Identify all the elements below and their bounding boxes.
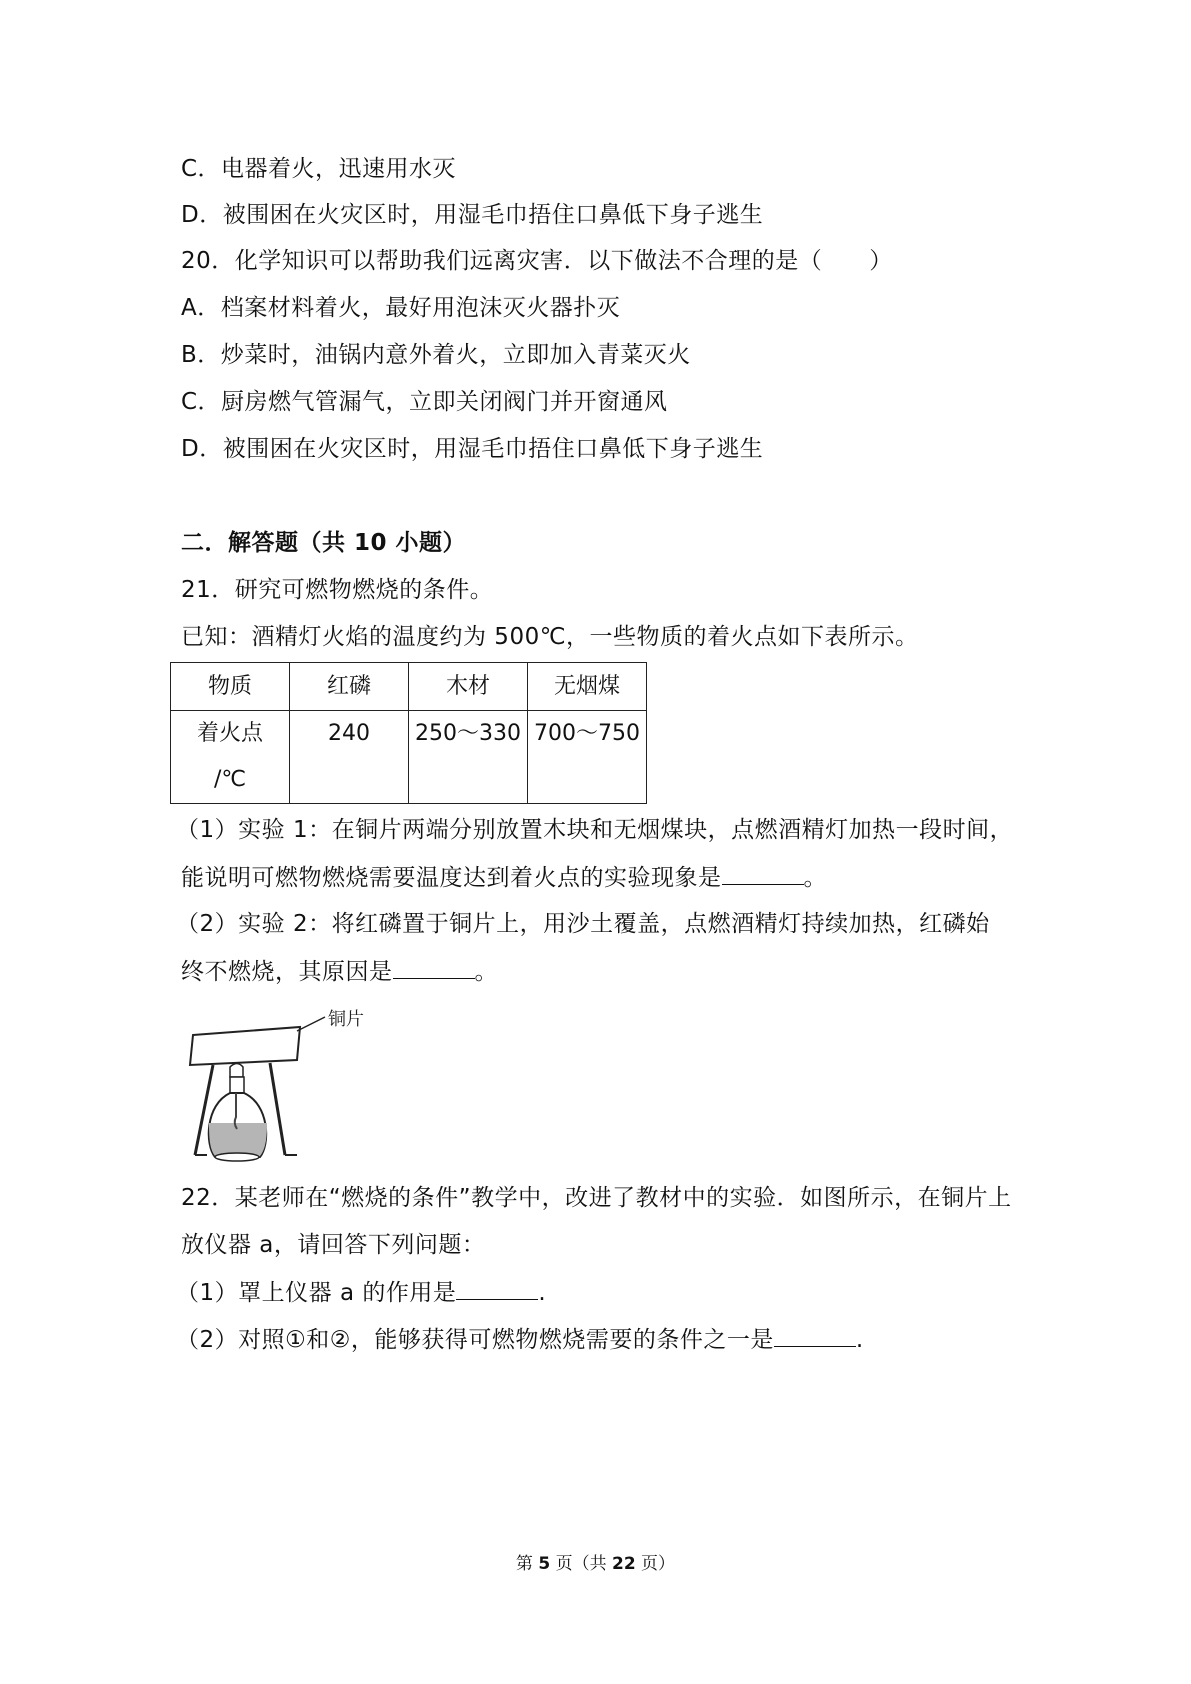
footer-mid: 页（共 [550,1554,612,1574]
section-heading: 二．解答题（共 10 小题） [181,530,467,556]
q21-part2-line1: （2）实验 2：将红磷置于铜片上，用沙土覆盖，点燃酒精灯持续加热，红磷始 [176,911,990,937]
ignition-table [170,662,647,804]
q22-part2-text: （2）对照①和②，能够获得可燃物燃烧需要的条件之一是 [176,1327,774,1353]
page-footer [0,1549,1191,1574]
q22-part2-end: . [855,1327,864,1353]
table-header: 红磷 [290,663,409,711]
q21-part2-line2 [181,956,498,987]
q20-option-d: D．被围困在火灾区时，用湿毛巾捂住口鼻低下身子逃生 [181,436,764,462]
table-cell: 240 [290,711,409,804]
table-row-label [171,711,290,804]
q20-option-b: B．炒菜时，油锅内意外着火，立即加入青菜灭火 [181,342,691,368]
answer-blank [722,862,804,885]
q21-part2-end: 。 [474,959,498,985]
table-header: 物质 [171,663,290,711]
q20-option-c: C．厨房燃气管漏气，立即关闭阀门并开窗通风 [181,389,668,415]
q21-part1-text: 能说明可燃物燃烧需要温度达到着火点的实验现象是 [181,865,722,891]
table-header: 木材 [409,663,528,711]
table-header: 无烟煤 [528,663,647,711]
q21-part1-line2 [181,862,827,893]
footer-total-pages: 22 [611,1554,636,1574]
q22-part1-end: . [538,1280,547,1306]
table-cell: 250～330 [409,711,528,804]
table-cell: 700～750 [528,711,647,804]
answer-blank [456,1277,538,1300]
row-label-line1: 着火点 [196,721,263,746]
footer-post: 页） [635,1554,676,1574]
q20-option-a: A．档案材料着火，最好用泡沫灭火器扑灭 [181,295,621,321]
q21-stem: 21．研究可燃物燃烧的条件。 [181,577,494,603]
answer-blank [774,1324,856,1347]
q21-known: 已知：酒精灯火焰的温度约为 500℃，一些物质的着火点如下表所示。 [181,624,919,650]
q21-part1-end: 。 [803,865,827,891]
q22-line1: 22．某老师在“燃烧的条件”教学中，改进了教材中的实验．如图所示，在铜片上 [181,1185,1012,1211]
q22-line2: 放仪器 a，请回答下列问题： [181,1232,486,1258]
footer-page-number: 5 [538,1554,551,1574]
figure-label-copper: 铜片 [328,1009,364,1030]
q21-part2-text: 终不燃烧，其原因是 [181,959,393,985]
q19-option-c: C．电器着火，迅速用水灭 [181,156,457,182]
q21-part1-line1: （1）实验 1：在铜片两端分别放置木块和无烟煤块，点燃酒精灯加热一段时间， [176,817,1014,843]
copper-plate-figure [185,1005,395,1170]
row-label-line2: /℃ [213,767,247,792]
q20-stem: 20．化学知识可以帮助我们远离灾害．以下做法不合理的是（ ） [181,248,893,274]
answer-blank [393,956,475,979]
q22-part1 [176,1277,546,1308]
q22-part1-text: （1）罩上仪器 a 的作用是 [176,1280,457,1306]
q19-option-d: D．被围困在火灾区时，用湿毛巾捂住口鼻低下身子逃生 [181,202,764,228]
q22-part2 [176,1324,864,1355]
footer-pre: 第 [515,1554,539,1574]
